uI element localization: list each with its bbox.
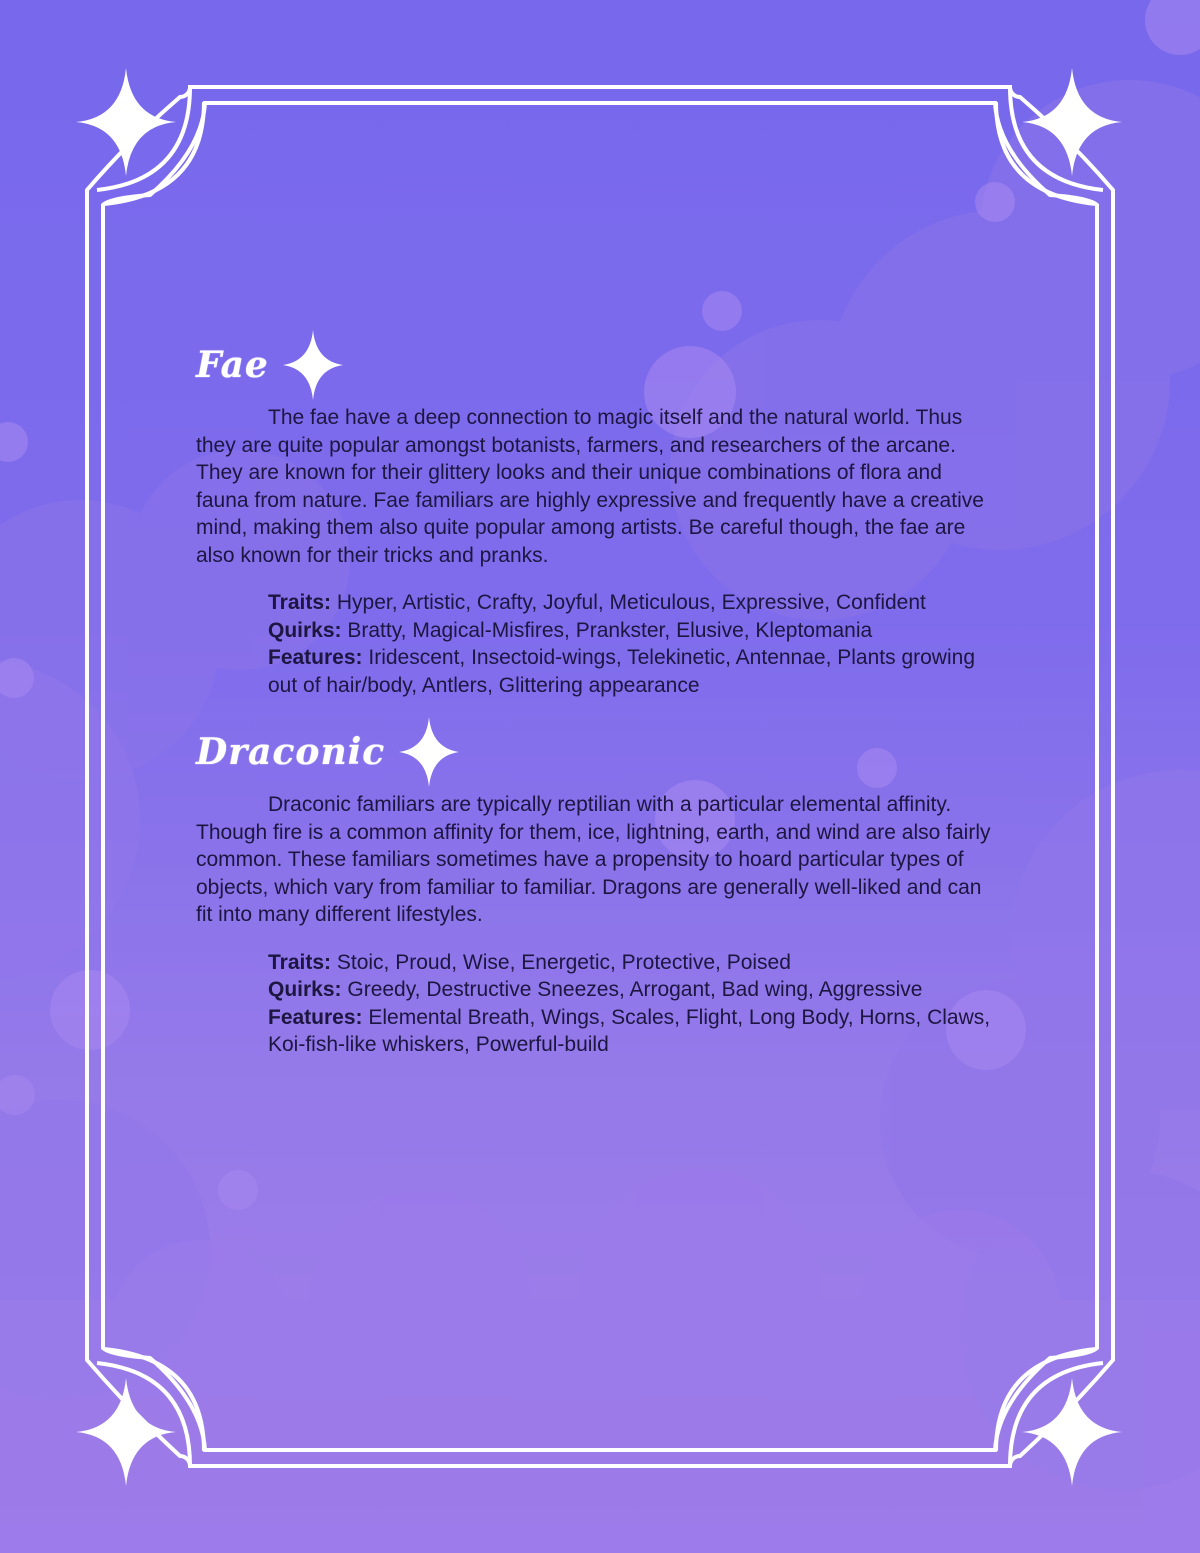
features-line — [268, 1004, 996, 1059]
quirks-value: Greedy, Destructive Sneezes, Arrogant, Bad wing, Aggressive — [347, 978, 923, 1001]
sparkle-icon — [1022, 68, 1122, 176]
section-fae — [196, 330, 996, 699]
traits-line — [268, 949, 996, 977]
section-heading-row — [196, 717, 996, 787]
sparkle-icon — [76, 1378, 176, 1486]
features-label: Features: — [268, 646, 363, 669]
attribute-list — [268, 949, 996, 1059]
quirks-line — [268, 976, 996, 1004]
section-heading-row — [196, 330, 996, 400]
traits-value: Hyper, Artistic, Crafty, Joyful, Meticulous, Expressive, Confident — [336, 591, 926, 614]
features-value: Iridescent, Insectoid-wings, Telekinetic, Antennae, Plants growing out of hair/body, Antlers, Glittering appearance — [268, 646, 975, 697]
sparkle-icon — [76, 68, 176, 176]
features-line — [268, 644, 996, 699]
sparkle-icon — [399, 717, 459, 787]
section-description: Draconic familiars are typically reptilian with a particular elemental affinity. Though fire is a common affinity for them, ice, lightning, earth, and wind are also fairly common. These familiars sometimes have a propensity to hoard particular types of objects, which vary from familiar to familiar. Dragons are generally well-liked and can fit into many different lifestyles. — [196, 793, 991, 926]
quirks-value: Bratty, Magical-Misfires, Prankster, Elusive, Kleptomania — [347, 618, 873, 642]
traits-value: Stoic, Proud, Wise, Energetic, Protective, Poised — [336, 950, 791, 974]
quirks-label: Quirks: — [268, 978, 342, 1001]
quirks-label: Quirks: — [268, 618, 342, 642]
attribute-list — [268, 589, 996, 699]
sparkle-icon — [1022, 1378, 1122, 1486]
section-description: The fae have a deep connection to magic itself and the natural world. Thus they are quite popular amongst botanists, farmers, and researchers of the arcane. They are known for their glittery looks and their unique combinations of flora and fauna from nature. Fae familiars are highly expressive and frequently have a creative mind, making them also quite popular among artists. Be careful though, the fae are also known for their tricks and pranks. — [196, 406, 984, 567]
traits-label: Traits: — [268, 950, 332, 974]
traits-line — [268, 589, 996, 617]
features-label: Features: — [268, 1005, 363, 1029]
traits-label: Traits: — [268, 591, 332, 614]
quirks-line — [268, 617, 996, 645]
page-content — [196, 330, 996, 1059]
section-draconic — [196, 717, 996, 1059]
section-title: Draconic — [196, 731, 386, 773]
section-title: Fae — [196, 344, 269, 386]
features-value: Elemental Breath, Wings, Scales, Flight, Long Body, Horns, Claws, Koi-fish-like whiskers, Powerful-build — [268, 1005, 991, 1056]
sparkle-icon — [283, 330, 343, 400]
